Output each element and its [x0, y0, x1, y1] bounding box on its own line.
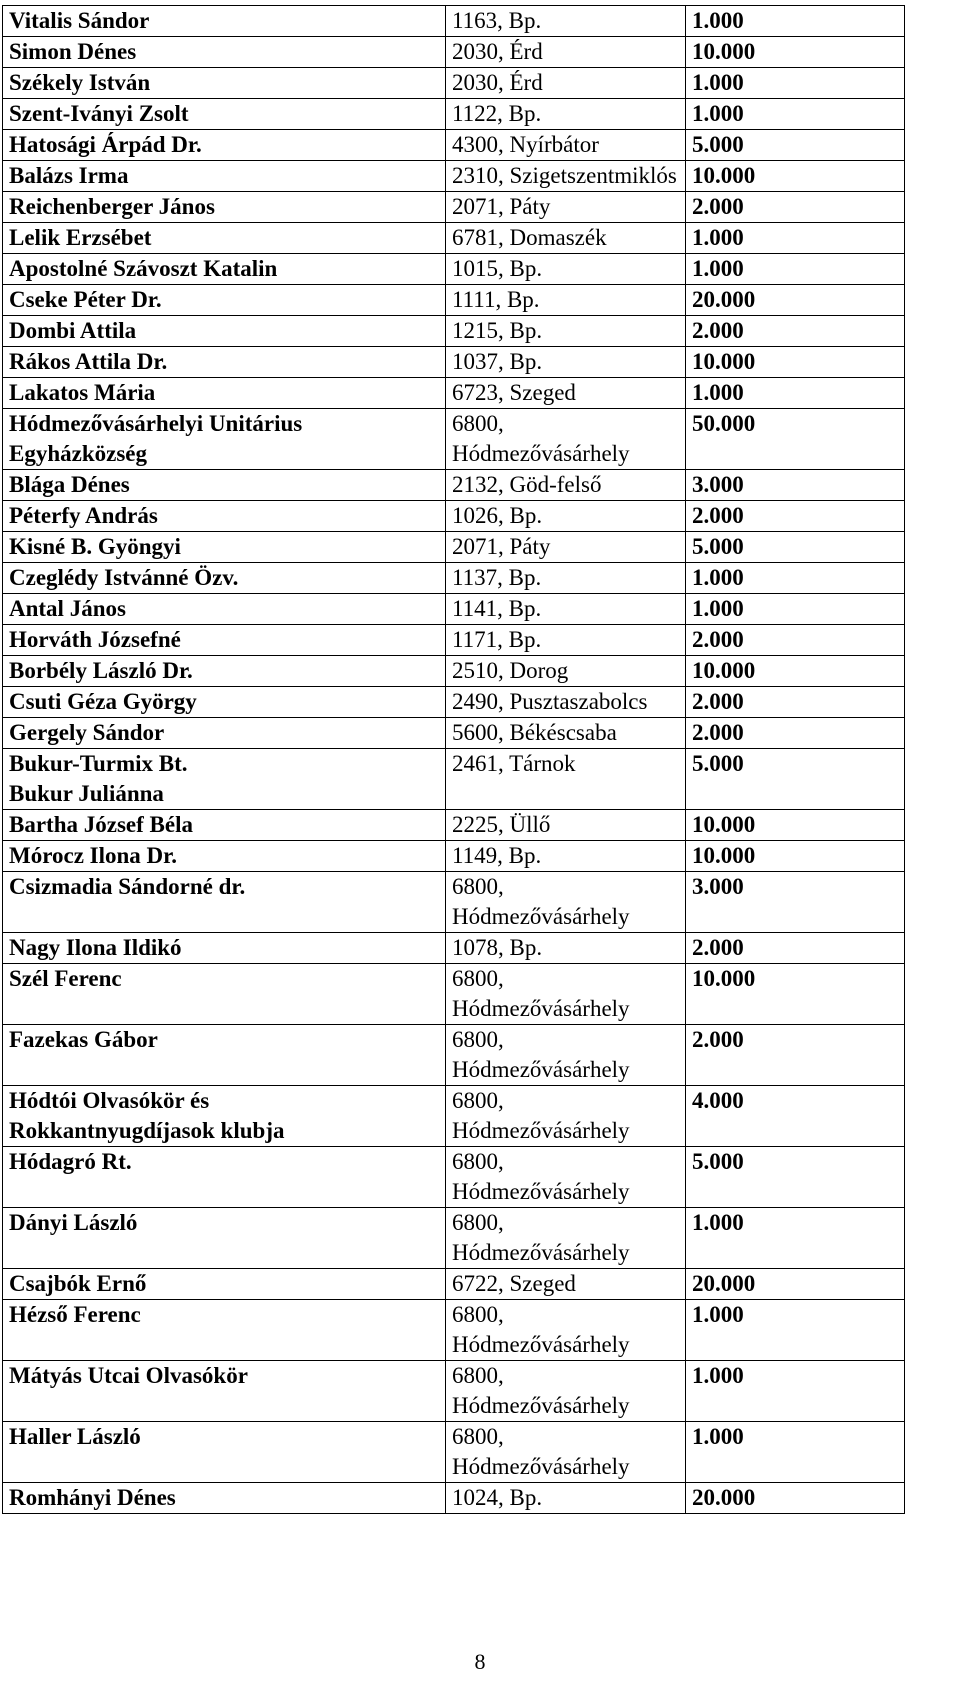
donor-name-cell-line: Apostolné Szávoszt Katalin — [9, 256, 278, 281]
donor-name-cell — [3, 347, 446, 378]
donor-place-cell-line: 6800, — [452, 1088, 504, 1113]
donor-place-cell — [446, 625, 686, 656]
donor-name-cell — [3, 254, 446, 285]
donor-place-cell-line: 2030, Érd — [452, 70, 543, 95]
donor-name-cell-line: Nagy Ilona Ildikó — [9, 935, 182, 960]
donation-amount-cell: 1.000 — [686, 223, 905, 254]
donor-place-cell-line: 2030, Érd — [452, 39, 543, 64]
donor-place-cell — [446, 1208, 686, 1269]
donation-amount-cell: 10.000 — [686, 347, 905, 378]
donor-name-cell-line: Székely István — [9, 70, 151, 95]
donor-name-cell-line: Csuti Géza György — [9, 689, 197, 714]
donor-name-cell — [3, 99, 446, 130]
table-row — [3, 1269, 905, 1300]
table-row — [3, 254, 905, 285]
donor-place-cell-line: 6800, — [452, 1302, 504, 1327]
table-row — [3, 1361, 905, 1422]
donor-name-cell-line: Horváth Józsefné — [9, 627, 181, 652]
donor-place-cell-line: 6800, — [452, 966, 504, 991]
table-row — [3, 347, 905, 378]
table-row — [3, 933, 905, 964]
donor-name-cell — [3, 130, 446, 161]
table-row — [3, 625, 905, 656]
donor-place-cell-line: 6800, — [452, 1424, 504, 1449]
donor-name-cell-line: Reichenberger János — [9, 194, 215, 219]
donor-place-cell-line: 6800, — [452, 874, 504, 899]
donor-name-cell — [3, 810, 446, 841]
donor-name-cell — [3, 1361, 446, 1422]
donation-amount-cell: 10.000 — [686, 964, 905, 1025]
donation-amount-cell: 2.000 — [686, 933, 905, 964]
donor-place-cell — [446, 810, 686, 841]
page-number: 8 — [474, 1649, 486, 1674]
donor-place-cell — [446, 130, 686, 161]
donor-name-cell — [3, 1025, 446, 1086]
donation-amount-cell: 50.000 — [686, 409, 905, 470]
donor-place-cell-line: 6800, — [452, 1027, 504, 1052]
donor-place-cell — [446, 1422, 686, 1483]
donor-name-cell — [3, 1300, 446, 1361]
donor-place-cell — [446, 470, 686, 501]
donor-name-cell — [3, 656, 446, 687]
donor-place-cell — [446, 68, 686, 99]
donor-place-cell — [446, 718, 686, 749]
donor-place-cell — [446, 192, 686, 223]
donor-place-cell-line: 6800, — [452, 411, 504, 436]
donor-place-cell-line: 2132, Göd-felső — [452, 472, 602, 497]
donor-place-cell-line: 1171, Bp. — [452, 627, 542, 652]
donation-amount-cell: 2.000 — [686, 1025, 905, 1086]
donation-amount-cell: 2.000 — [686, 625, 905, 656]
donor-place-cell-line: Hódmezővásárhely — [452, 1454, 630, 1479]
donor-place-cell-line: 1078, Bp. — [452, 935, 543, 960]
donor-name-cell — [3, 625, 446, 656]
donation-amount-cell: 1.000 — [686, 594, 905, 625]
donation-amount-cell: 1.000 — [686, 1208, 905, 1269]
donation-amount-cell: 1.000 — [686, 378, 905, 409]
donor-place-cell-line: 1037, Bp. — [452, 349, 543, 374]
donation-amount-cell: 2.000 — [686, 192, 905, 223]
donor-name-cell-line: Lakatos Mária — [9, 380, 156, 405]
donor-name-cell — [3, 1147, 446, 1208]
donor-name-cell — [3, 37, 446, 68]
donation-amount-cell: 10.000 — [686, 841, 905, 872]
table-row — [3, 1147, 905, 1208]
table-row — [3, 718, 905, 749]
donor-name-cell-line: Egyházközség — [9, 441, 147, 466]
donor-name-cell-line: Rákos Attila Dr. — [9, 349, 168, 374]
table-row — [3, 532, 905, 563]
donor-place-cell — [446, 1025, 686, 1086]
donor-place-cell — [446, 872, 686, 933]
donor-place-cell — [446, 316, 686, 347]
table-row — [3, 192, 905, 223]
donor-name-cell-line: Csizmadia Sándorné dr. — [9, 874, 246, 899]
table-row — [3, 964, 905, 1025]
donor-place-cell-line: Hódmezővásárhely — [452, 1332, 630, 1357]
donor-name-cell — [3, 933, 446, 964]
donor-name-cell — [3, 687, 446, 718]
donor-place-cell-line: 6800, — [452, 1149, 504, 1174]
donation-amount-cell: 1.000 — [686, 99, 905, 130]
donor-name-cell-line: Bukur Juliánna — [9, 781, 164, 806]
donor-place-cell-line: Hódmezővásárhely — [452, 1057, 630, 1082]
donation-amount-cell: 1.000 — [686, 1300, 905, 1361]
donor-name-cell — [3, 285, 446, 316]
table-row — [3, 810, 905, 841]
donor-place-cell — [446, 254, 686, 285]
donor-name-cell-line: Szent-Iványi Zsolt — [9, 101, 189, 126]
table-row — [3, 285, 905, 316]
donor-name-cell-line: Fazekas Gábor — [9, 1027, 158, 1052]
table-row — [3, 161, 905, 192]
donor-name-cell — [3, 316, 446, 347]
donor-table — [2, 5, 905, 1514]
donor-place-cell — [446, 501, 686, 532]
donor-name-cell-line: Csajbók Ernő — [9, 1271, 147, 1296]
donation-amount-cell: 5.000 — [686, 749, 905, 810]
donation-amount-cell: 3.000 — [686, 470, 905, 501]
donor-place-cell-line: 1015, Bp. — [452, 256, 543, 281]
donor-place-cell — [446, 1483, 686, 1514]
donor-name-cell-line: Bartha József Béla — [9, 812, 193, 837]
table-row — [3, 1025, 905, 1086]
donor-table-body — [3, 6, 905, 1514]
donor-name-cell — [3, 223, 446, 254]
donation-amount-cell: 20.000 — [686, 285, 905, 316]
donation-amount-cell: 10.000 — [686, 37, 905, 68]
donor-place-cell-line: 6800, — [452, 1363, 504, 1388]
table-row — [3, 594, 905, 625]
donor-name-cell-line: Gergely Sándor — [9, 720, 165, 745]
donor-name-cell-line: Antal János — [9, 596, 126, 621]
table-row — [3, 1422, 905, 1483]
donation-amount-cell: 1.000 — [686, 563, 905, 594]
donor-place-cell — [446, 964, 686, 1025]
donation-amount-cell: 1.000 — [686, 254, 905, 285]
table-row — [3, 656, 905, 687]
donor-place-cell-line: Hódmezővásárhely — [452, 1393, 630, 1418]
donor-place-cell-line: 1215, Bp. — [452, 318, 543, 343]
donor-place-cell-line: 6723, Szeged — [452, 380, 576, 405]
donor-place-cell — [446, 1269, 686, 1300]
donor-place-cell-line: 1137, Bp. — [452, 565, 542, 590]
donor-name-cell-line: Kisné B. Gyöngyi — [9, 534, 181, 559]
donation-amount-cell: 4.000 — [686, 1086, 905, 1147]
donor-place-cell-line: 6781, Domaszék — [452, 225, 607, 250]
donor-place-cell-line: Hódmezővásárhely — [452, 1179, 630, 1204]
donor-place-cell — [446, 594, 686, 625]
donor-place-cell-line: 2225, Üllő — [452, 812, 551, 837]
donor-name-cell-line: Lelik Erzsébet — [9, 225, 152, 250]
table-row — [3, 1483, 905, 1514]
donor-name-cell — [3, 192, 446, 223]
donor-place-cell-line: Hódmezővásárhely — [452, 1240, 630, 1265]
donation-amount-cell: 10.000 — [686, 161, 905, 192]
donor-name-cell-line: Hódmezővásárhelyi Unitárius — [9, 411, 303, 436]
table-row — [3, 130, 905, 161]
donor-place-cell — [446, 749, 686, 810]
donor-place-cell — [446, 687, 686, 718]
donor-place-cell-line: 1026, Bp. — [452, 503, 543, 528]
donor-place-cell-line: 2510, Dorog — [452, 658, 569, 683]
table-row — [3, 749, 905, 810]
donor-place-cell-line: Hódmezővásárhely — [452, 996, 630, 1021]
donor-name-cell-line: Romhányi Dénes — [9, 1485, 176, 1510]
table-row — [3, 501, 905, 532]
donor-place-cell — [446, 841, 686, 872]
donor-name-cell-line: Vitalis Sándor — [9, 8, 150, 33]
donation-amount-cell: 2.000 — [686, 718, 905, 749]
donor-name-cell-line: Rokkantnyugdíjasok klubja — [9, 1118, 285, 1143]
donor-name-cell — [3, 470, 446, 501]
donation-amount-cell: 2.000 — [686, 501, 905, 532]
donation-amount-cell: 2.000 — [686, 316, 905, 347]
donor-place-cell — [446, 656, 686, 687]
donor-place-cell — [446, 378, 686, 409]
donation-amount-cell: 20.000 — [686, 1269, 905, 1300]
donor-name-cell-line: Mátyás Utcai Olvasókör — [9, 1363, 248, 1388]
donor-place-cell — [446, 1147, 686, 1208]
table-row — [3, 1300, 905, 1361]
donor-place-cell — [446, 1300, 686, 1361]
donor-place-cell — [446, 37, 686, 68]
table-row — [3, 37, 905, 68]
donor-place-cell — [446, 285, 686, 316]
donor-place-cell-line: Hódmezővásárhely — [452, 1118, 630, 1143]
donor-name-cell — [3, 872, 446, 933]
donor-name-cell — [3, 964, 446, 1025]
donation-amount-cell: 5.000 — [686, 532, 905, 563]
donor-name-cell-line: Dombi Attila — [9, 318, 137, 343]
donor-name-cell — [3, 68, 446, 99]
donor-name-cell — [3, 6, 446, 37]
table-row — [3, 378, 905, 409]
donor-name-cell — [3, 532, 446, 563]
donor-place-cell — [446, 933, 686, 964]
donation-amount-cell: 5.000 — [686, 1147, 905, 1208]
donor-place-cell — [446, 223, 686, 254]
donor-place-cell-line: 1024, Bp. — [452, 1485, 543, 1510]
donor-name-cell — [3, 841, 446, 872]
donation-amount-cell: 1.000 — [686, 6, 905, 37]
donor-place-cell-line: 1111, Bp. — [452, 287, 540, 312]
donor-place-cell-line: 2461, Tárnok — [452, 751, 576, 776]
donor-name-cell — [3, 1422, 446, 1483]
donor-name-cell — [3, 594, 446, 625]
donor-name-cell-line: Balázs Irma — [9, 163, 129, 188]
donor-name-cell — [3, 409, 446, 470]
donor-place-cell-line: 2310, Szigetszentmiklós — [452, 163, 677, 188]
table-row — [3, 409, 905, 470]
donation-amount-cell: 20.000 — [686, 1483, 905, 1514]
donor-name-cell — [3, 1208, 446, 1269]
donor-name-cell-line: Dányi László — [9, 1210, 138, 1235]
donor-name-cell — [3, 161, 446, 192]
donor-name-cell — [3, 563, 446, 594]
donor-place-cell-line: 2490, Pusztaszabolcs — [452, 689, 648, 714]
table-row — [3, 6, 905, 37]
donation-amount-cell: 1.000 — [686, 1361, 905, 1422]
donor-name-cell-line: Haller László — [9, 1424, 141, 1449]
table-row — [3, 563, 905, 594]
donor-name-cell-line: Cseke Péter Dr. — [9, 287, 162, 312]
table-row — [3, 68, 905, 99]
donor-name-cell — [3, 1086, 446, 1147]
donor-place-cell — [446, 563, 686, 594]
donor-name-cell-line: Hódtói Olvasókör és — [9, 1088, 210, 1113]
donor-name-cell-line: Borbély László Dr. — [9, 658, 193, 683]
table-row — [3, 687, 905, 718]
table-row — [3, 1086, 905, 1147]
donor-place-cell-line: 5600, Békéscsaba — [452, 720, 617, 745]
donor-place-cell-line: 6722, Szeged — [452, 1271, 576, 1296]
donation-amount-cell: 5.000 — [686, 130, 905, 161]
donation-amount-cell: 1.000 — [686, 68, 905, 99]
donation-amount-cell: 1.000 — [686, 1422, 905, 1483]
donor-place-cell — [446, 6, 686, 37]
donor-name-cell — [3, 1269, 446, 1300]
table-row — [3, 470, 905, 501]
donor-name-cell-line: Simon Dénes — [9, 39, 137, 64]
donor-place-cell-line: 1163, Bp. — [452, 8, 542, 33]
donor-name-cell-line: Czeglédy Istvánné Özv. — [9, 565, 239, 590]
donor-name-cell-line: Mórocz Ilona Dr. — [9, 843, 178, 868]
donation-amount-cell: 3.000 — [686, 872, 905, 933]
donor-place-cell — [446, 99, 686, 130]
donor-name-cell-line: Szél Ferenc — [9, 966, 122, 991]
table-row — [3, 872, 905, 933]
donor-place-cell — [446, 409, 686, 470]
table-row — [3, 99, 905, 130]
donor-place-cell — [446, 161, 686, 192]
donor-name-cell — [3, 378, 446, 409]
donation-amount-cell: 10.000 — [686, 810, 905, 841]
donor-name-cell-line: Hódagró Rt. — [9, 1149, 132, 1174]
donor-name-cell-line: Hézső Ferenc — [9, 1302, 141, 1327]
donor-place-cell-line: 1149, Bp. — [452, 843, 542, 868]
table-row — [3, 316, 905, 347]
donation-amount-cell: 10.000 — [686, 656, 905, 687]
donation-amount-cell: 2.000 — [686, 687, 905, 718]
donor-place-cell — [446, 347, 686, 378]
donor-place-cell-line: 4300, Nyírbátor — [452, 132, 599, 157]
table-row — [3, 841, 905, 872]
donor-name-cell — [3, 501, 446, 532]
donor-place-cell-line: 1141, Bp. — [452, 596, 542, 621]
table-row — [3, 223, 905, 254]
donor-name-cell-line: Péterfy András — [9, 503, 158, 528]
donor-place-cell-line: 6800, — [452, 1210, 504, 1235]
donor-place-cell-line: 2071, Páty — [452, 534, 551, 559]
donor-place-cell — [446, 532, 686, 563]
donor-name-cell-line: Hatosági Árpád Dr. — [9, 132, 202, 157]
donor-name-cell — [3, 1483, 446, 1514]
donor-name-cell — [3, 749, 446, 810]
table-row — [3, 1208, 905, 1269]
donor-place-cell-line: 1122, Bp. — [452, 101, 542, 126]
donor-name-cell-line: Bukur-Turmix Bt. — [9, 751, 188, 776]
donor-name-cell — [3, 718, 446, 749]
donor-place-cell — [446, 1086, 686, 1147]
donor-name-cell-line: Blága Dénes — [9, 472, 130, 497]
donor-place-cell-line: 2071, Páty — [452, 194, 551, 219]
donor-place-cell — [446, 1361, 686, 1422]
donor-place-cell-line: Hódmezővásárhely — [452, 904, 630, 929]
donor-place-cell-line: Hódmezővásárhely — [452, 441, 630, 466]
